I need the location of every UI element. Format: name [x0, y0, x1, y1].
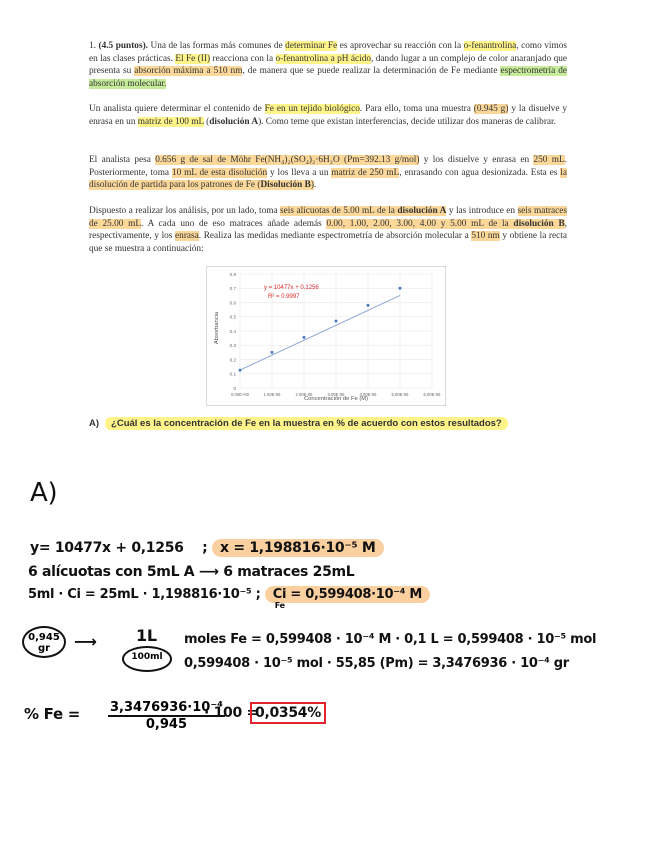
fraction-numerator: 3,3476936·10⁻⁴	[110, 700, 223, 715]
y-tick-label: 0.7	[229, 286, 236, 292]
text: . Realiza las medidas mediante espectrometría de absorción molecular a	[198, 231, 472, 242]
data-point	[303, 336, 306, 339]
highlight: 10 mL de esta disolución	[171, 167, 268, 178]
dilution-equation: 5ml · Ci = 25mL · 1,198816·10⁻⁵ ;	[28, 587, 261, 602]
highlight: absorción máxima a 510 nm	[134, 66, 243, 77]
handwritten-heading: A)	[30, 478, 58, 508]
text: , respectivamente, y los	[89, 218, 567, 242]
highlight: Fe en un tejido biológico	[264, 104, 360, 114]
ci-result	[265, 586, 430, 610]
ci-value: Ci = 0,599408·10⁻⁴ M	[272, 587, 423, 602]
paragraph-1	[89, 40, 567, 90]
data-point	[239, 369, 242, 372]
x-result: x = 1,198816·10⁻⁵ M	[212, 539, 383, 557]
highlight: enrasa	[175, 231, 199, 242]
paragraph-4	[89, 205, 567, 255]
text: , enrasando con agua desionizada. Esta es	[399, 167, 561, 178]
highlight: o-fenantrolina a pH ácido	[275, 53, 372, 64]
data-point	[335, 320, 338, 323]
highlight: seis alícuotas de 5.00 mL de la	[280, 206, 398, 216]
paragraph-2	[89, 103, 567, 128]
paragraph-3	[89, 154, 567, 192]
highlight: matriz de 250 mL	[331, 167, 400, 178]
y-tick-label: 0.1	[229, 371, 236, 377]
bold-text: disolución A	[397, 206, 447, 216]
y-tick-label: 0.3	[229, 343, 236, 349]
question-a	[89, 418, 508, 429]
bold-text: disolución A	[209, 116, 259, 127]
percent-label: % Fe =	[24, 705, 81, 723]
text: reacciona con la	[210, 53, 276, 64]
highlight: El Fe (II)	[175, 53, 211, 64]
text: Una de las formas más comunes de	[148, 41, 286, 51]
handwritten-line-3	[28, 587, 430, 610]
x-tick-label: 4.00E-05	[359, 392, 377, 397]
text: y los lleva a un	[267, 167, 332, 178]
text: Un analista quiere determinar el contenido de	[89, 104, 265, 114]
text: , dando lugar a un complejo de color anaranjado que presenta su	[89, 53, 567, 77]
highlight: determinar Fe	[285, 41, 338, 51]
data-point	[271, 351, 274, 354]
text: . A cada uno de eso matraces añade además	[141, 218, 327, 229]
handwritten-line-1	[30, 540, 384, 556]
y-tick-label: 0.5	[229, 314, 236, 320]
text: El analista pesa	[89, 155, 156, 165]
arrow-icon: ⟶	[74, 632, 97, 651]
highlight: 510 nm	[471, 231, 500, 242]
data-point	[399, 287, 402, 290]
highlight: o-fenantrolina	[463, 41, 517, 51]
text: y los disuelve y enrasa en	[419, 155, 534, 165]
fraction-denominator: 0,945	[145, 717, 187, 732]
data-point	[367, 304, 370, 307]
ci-subscript: Fe	[274, 601, 285, 610]
handwritten-line-4: moles Fe = 0,599408 · 10⁻⁴ M · 0,1 L = 0,599408 · 10⁻⁵ mol	[184, 632, 597, 647]
percent-multiply: · 100 =	[204, 705, 258, 721]
text: ). Como teme que existan interferencias, decide utilizar dos maneras de calibrar.	[258, 116, 556, 127]
bold-text: Disolución B	[260, 180, 311, 191]
highlight: 0.656 g de sal de Möhr Fe(NH₄)₂(SO₄)₂·6H₂O (Pm=392.13 g/mol)	[155, 155, 420, 165]
text: , de manera que se puede realizar la determinación de Fe mediante	[242, 66, 501, 77]
text: y obtiene la recta que se muestra a continuación:	[89, 231, 567, 254]
x-tick-label: 2.00E-05	[295, 392, 313, 397]
highlight: )	[310, 180, 314, 191]
highlight: 0.00, 1.00, 2.00, 3.00, 4.00 y 5.00 mL de la	[326, 218, 514, 229]
text: (	[203, 116, 210, 127]
y-tick-label: 0.6	[229, 300, 236, 306]
handwritten-line-5: 0,599408 · 10⁻⁵ mol · 55,85 (Pm) = 3,3476936 · 10⁻⁴ gr	[184, 656, 569, 671]
text: .	[313, 180, 317, 191]
x-tick-label: 3.00E-05	[327, 392, 345, 397]
highlight: espectrometría de absorción molecular.	[89, 66, 568, 89]
text: . Posteriormente, toma	[89, 155, 567, 178]
sample-mass-circle: 0,945 gr	[22, 626, 66, 658]
y-tick-label: 0.2	[229, 357, 236, 363]
final-answer-box: 0,0354%	[250, 702, 326, 724]
y-tick-label: 0.8	[229, 271, 236, 277]
y-tick-label: 0.4	[229, 328, 236, 334]
x-axis-label: Concentración de Fe (M)	[303, 396, 369, 402]
y-tick-label: 0	[233, 385, 236, 391]
y-axis-label: Absorbancia	[214, 311, 220, 345]
x-tick-label: 0.00E+00	[230, 392, 250, 397]
question-label: A)	[89, 418, 100, 429]
text: y las introduce en	[446, 206, 518, 216]
x-tick-label: 5.00E-05	[391, 392, 409, 397]
exercise-number: 1.	[89, 41, 96, 51]
highlight: (0.945 g)	[473, 104, 509, 114]
regression-equation: y= 10477x + 0,1256	[30, 540, 184, 556]
flask-volume-circle: 100ml	[122, 646, 172, 672]
question-text: ¿Cuál es la concentración de Fe en la muestra en % de acuerdo con estos resultados?	[105, 417, 508, 430]
exercise-points: (4.5 puntos).	[98, 41, 148, 51]
text: y la disuelve y enrasa en un	[89, 104, 567, 127]
highlight: matriz de 100 mL	[137, 116, 204, 127]
unit-1l: 1L	[136, 626, 157, 645]
highlight: seis matraces de 25.00 mL	[89, 206, 567, 229]
chart-frame	[207, 267, 446, 406]
text: es aprovechar su reacción con la	[337, 41, 464, 51]
bold-text: disolución B	[513, 218, 565, 229]
x-tick-label: 6.00E-05	[423, 392, 441, 397]
x-tick-label: 1.00E-05	[263, 392, 281, 397]
text: Dispuesto a realizar los análisis, por un lado, toma	[89, 206, 281, 216]
text: , como vimos en las clases prácticas.	[89, 41, 567, 64]
trend-r2: R² = 0.9997	[268, 294, 300, 300]
trend-equation: y = 10477x + 0.1256	[264, 285, 319, 291]
separator: ;	[202, 540, 208, 556]
text: . Para ello, toma una muestra	[359, 104, 474, 114]
handwritten-line-2: 6 alícuotas con 5mL A ⟶ 6 matraces 25mL	[28, 564, 355, 580]
highlight: 250 mL	[533, 155, 565, 165]
highlight: la disolución de partida para los patrones de Fe (	[89, 167, 567, 191]
calibration-chart	[206, 266, 446, 406]
